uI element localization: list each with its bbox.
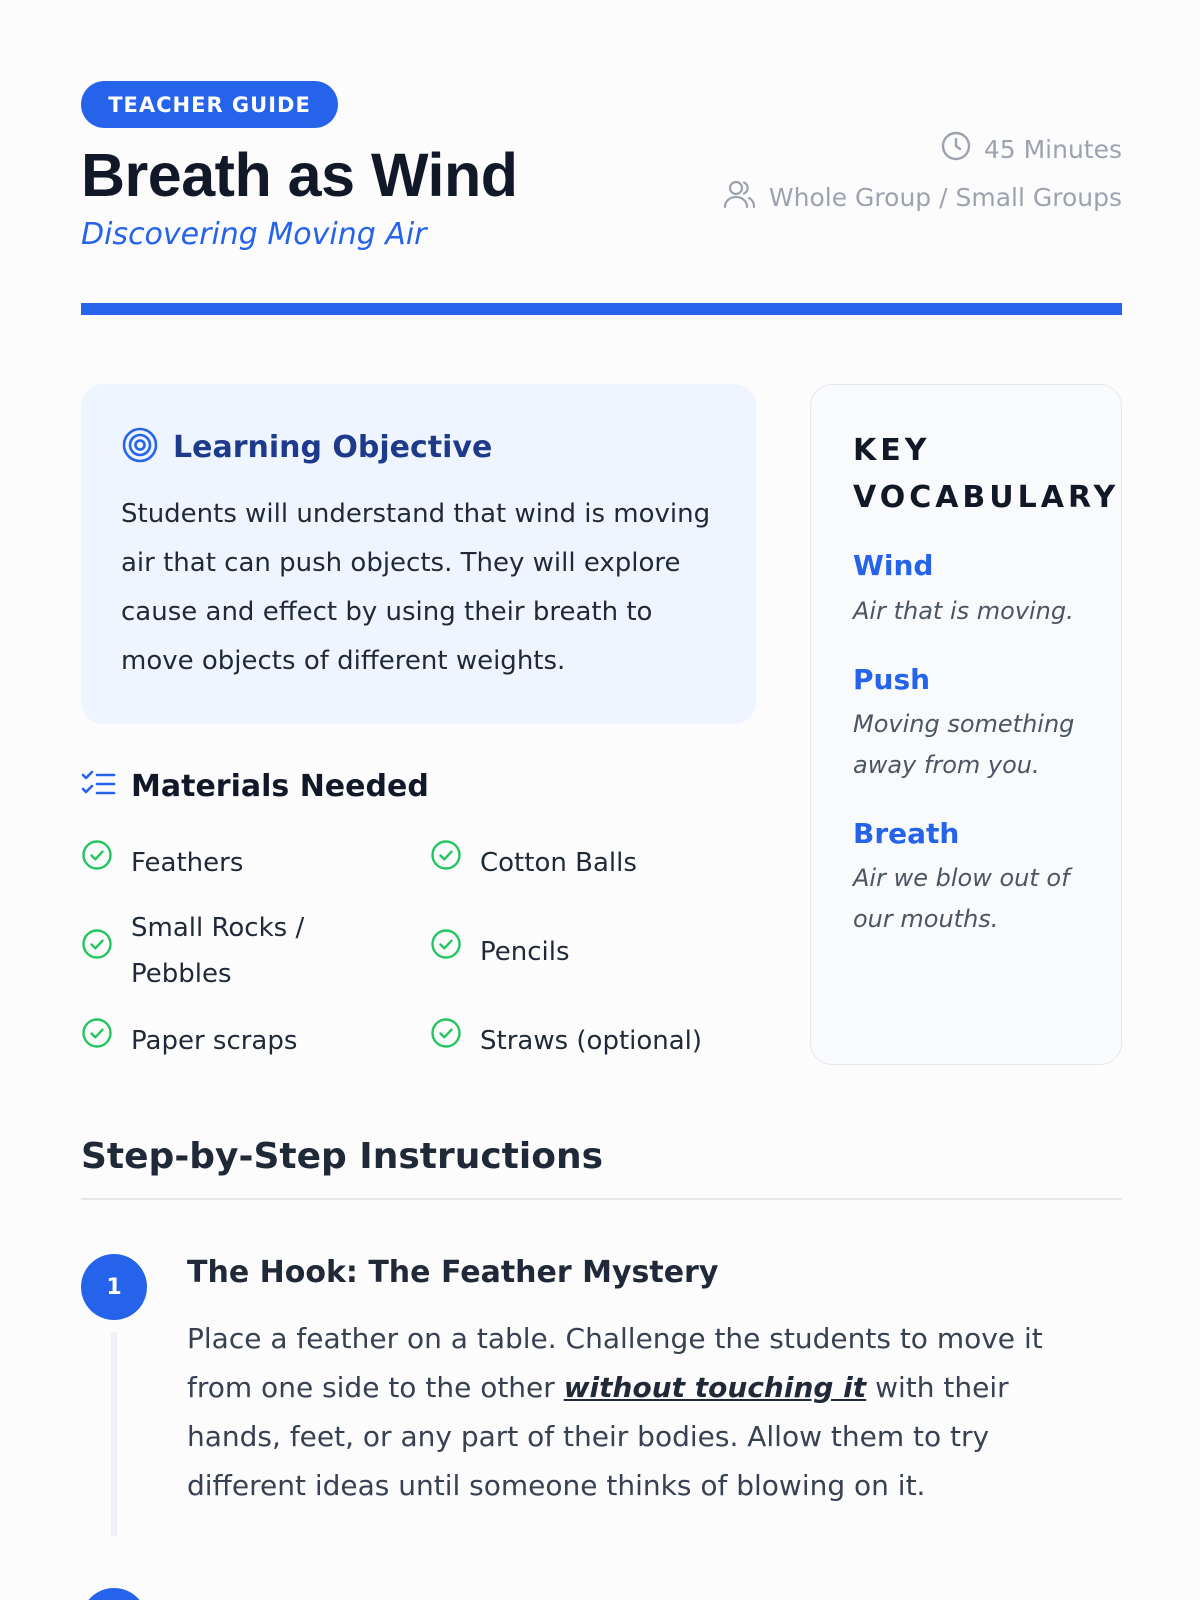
material-item: [430, 928, 570, 975]
material-label: Paper scraps: [131, 1025, 298, 1056]
check-circle-icon: [81, 839, 113, 886]
check-circle-icon: [81, 1017, 113, 1064]
vocab-term: Breath: [853, 817, 960, 850]
header-divider: [81, 303, 1122, 315]
objective-text: Students will understand that wind is moving air that can push objects. They will explore cause and effect by using their breath to move objects of different weights.: [121, 499, 711, 676]
steps-title: Step-by-Step Instructions: [81, 1136, 604, 1177]
page-title: Breath as Wind: [81, 141, 518, 209]
materials-header: [81, 768, 429, 804]
objective-title: Learning Objective: [173, 429, 493, 465]
material-item: [430, 839, 637, 886]
material-label: Cotton Balls: [480, 847, 637, 878]
step-connector: [111, 1332, 117, 1536]
duration-text: 45 Minutes: [983, 134, 1122, 164]
check-circle-icon: [430, 839, 462, 886]
vocab-term: Wind: [853, 549, 934, 582]
target-icon: [121, 426, 159, 468]
checklist-icon: [81, 768, 117, 804]
material-label: Feathers: [131, 847, 244, 878]
vocab-term: Push: [853, 663, 931, 696]
learning-objective-card: [81, 384, 756, 724]
step-text-end: with their hands, feet, or any part of their bodies. Allow them to try different ideas until someone thinks of blowing on it.: [187, 1371, 1009, 1502]
vocabulary-heading: KEY VOCABULARY: [853, 433, 1120, 515]
check-circle-icon: [430, 1017, 462, 1064]
duration-meta: [940, 130, 1122, 168]
step-title: The Hook: The Feather Mystery: [187, 1255, 719, 1290]
material-label: Straws (optional): [480, 1025, 703, 1056]
vocab-definition: Air that is moving.: [853, 597, 1074, 625]
material-item: [81, 905, 361, 997]
steps-divider: [81, 1198, 1122, 1200]
step-text: [187, 1314, 1107, 1510]
key-vocabulary-card: [810, 384, 1122, 1065]
material-item: [81, 839, 243, 886]
material-item: [81, 1017, 297, 1064]
material-label: Pencils: [480, 936, 570, 967]
vocab-definition: Moving something away from you.: [853, 710, 1075, 779]
step-number-badge: 1: [81, 1254, 147, 1320]
materials-title: Materials Needed: [131, 768, 429, 804]
vocab-definition: Air we blow out of our mouths.: [853, 864, 1070, 933]
clock-icon: [940, 130, 972, 168]
check-circle-icon: [81, 928, 113, 975]
teacher-guide-badge: TEACHER GUIDE: [81, 81, 338, 128]
step-text-start: Place a feather on a table. Challenge the students to move it from one side to the other: [187, 1322, 1043, 1404]
check-circle-icon: [430, 928, 462, 975]
step-number-badge: [81, 1588, 147, 1600]
grouping-text: Whole Group / Small Groups: [768, 182, 1122, 212]
step-emphasis: without touching it: [563, 1371, 867, 1404]
material-item: [430, 1017, 702, 1064]
grouping-meta: [723, 178, 1122, 216]
page-subtitle: Discovering Moving Air: [81, 217, 427, 252]
objective-header: [121, 426, 492, 468]
material-label: Small Rocks / Pebbles: [131, 913, 305, 989]
users-icon: [723, 178, 757, 216]
